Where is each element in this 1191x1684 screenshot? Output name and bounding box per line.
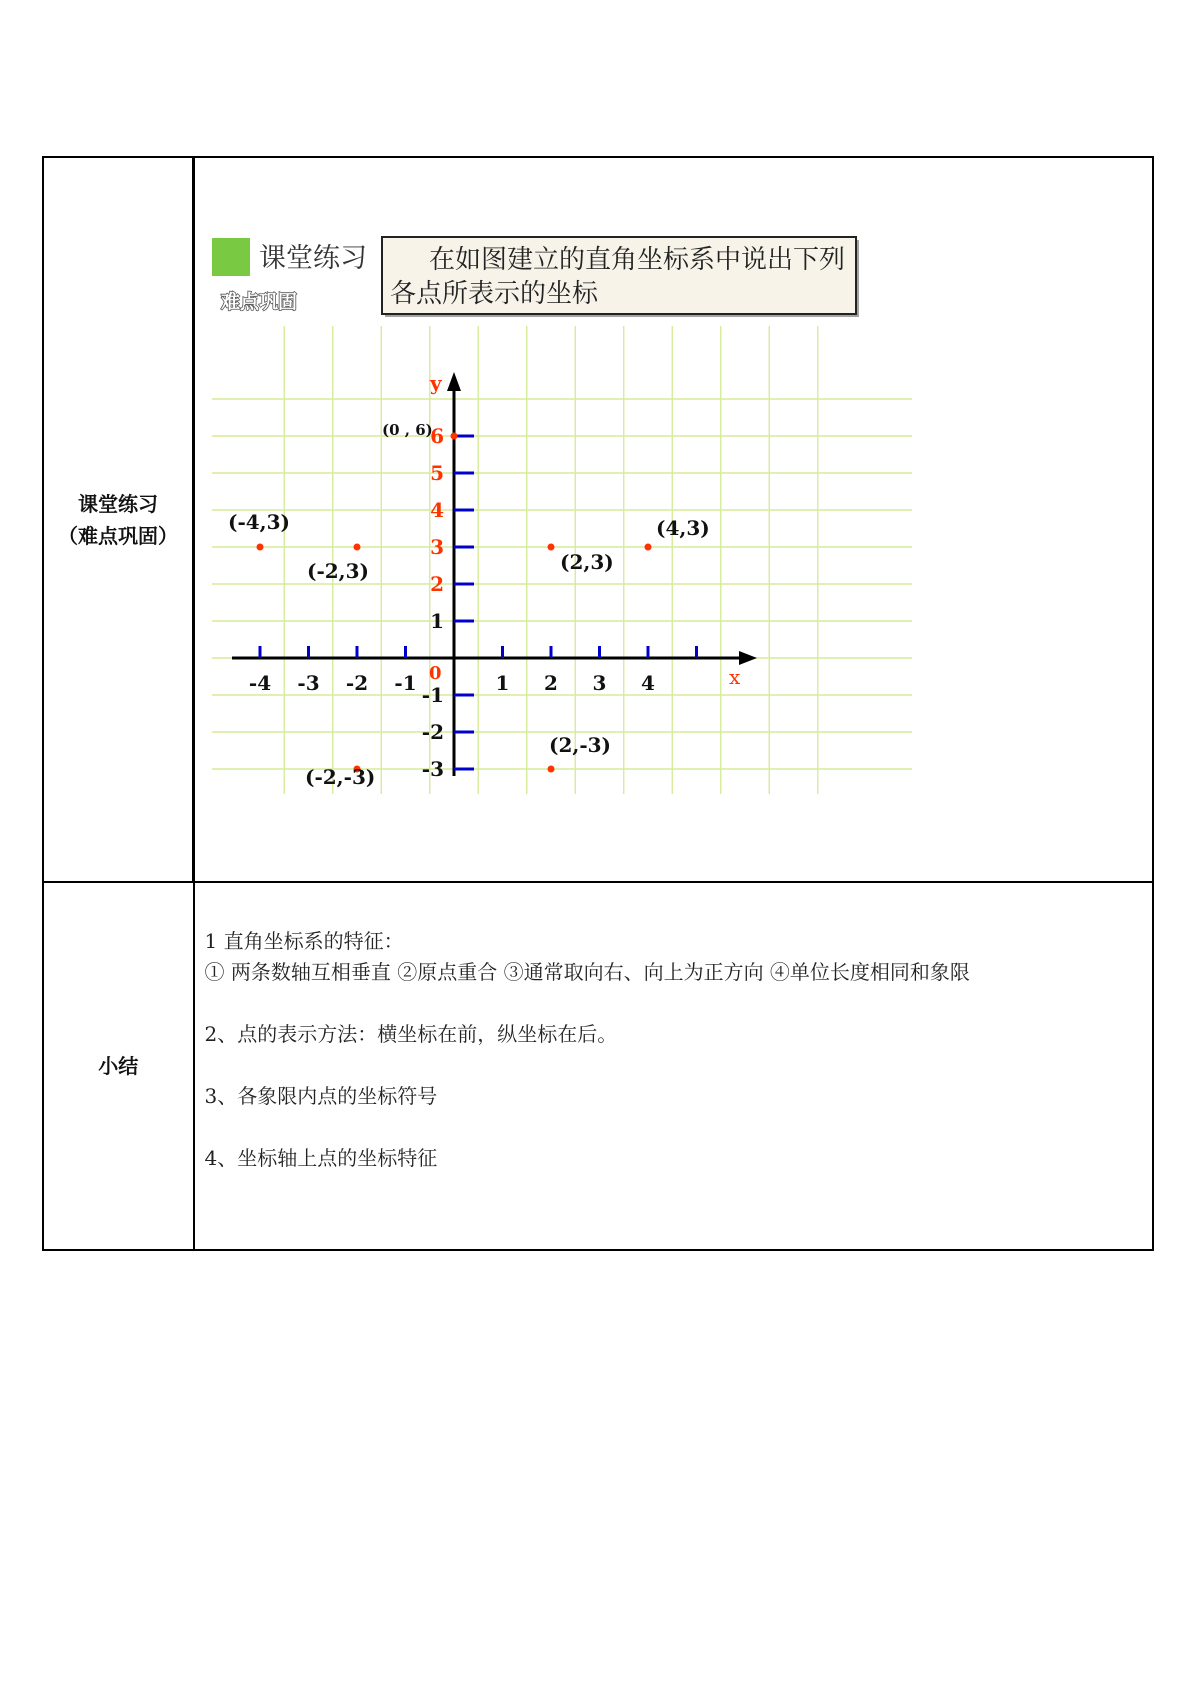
summary-line-2: ① 两条数轴互相垂直 ②原点重合 ③通常取向右、向上为正方向 ④单位长度相同和象限: [204, 960, 970, 984]
ticks: [249, 424, 697, 781]
prompt-line2: 各点所表示的坐标: [390, 279, 599, 309]
summary-line-3: 2、点的表示方法：横坐标在前，纵坐标在后。: [204, 1022, 618, 1046]
x-tick-label: -1: [394, 671, 417, 695]
x-tick-label: -3: [297, 671, 320, 695]
summary-cell: [194, 882, 1154, 1250]
prompt-box: [382, 237, 859, 317]
y-axis-label: y: [430, 371, 442, 395]
x-axis-label: x: [729, 665, 741, 689]
summary-label: 小结: [98, 1054, 139, 1078]
figure-subheader: 难点巩固: [221, 291, 298, 313]
y-tick-label: 4: [430, 498, 444, 522]
summary-row: [43, 882, 1153, 1250]
point-label: (0 , 6): [382, 421, 433, 439]
y-tick-label: 2: [430, 572, 444, 596]
practice-figure-cell: [194, 157, 1154, 882]
origin-label: 0: [429, 663, 442, 684]
y-tick-label: -1: [421, 683, 444, 707]
point-label: (-2,-3): [305, 765, 376, 789]
y-tick-label: 1: [430, 609, 444, 633]
y-tick-label: 6: [430, 424, 444, 448]
header-square-icon: [212, 238, 250, 276]
practice-label: 课堂练习: [78, 491, 158, 516]
x-axis-arrow-icon: [739, 651, 757, 665]
point-label: (2,3): [560, 550, 614, 574]
points: [228, 421, 710, 789]
data-point: [645, 544, 652, 551]
y-tick-label: -2: [421, 720, 444, 744]
summary-line-4: 3、各象限内点的坐标符号: [204, 1084, 438, 1108]
x-tick-label: 3: [592, 671, 607, 695]
x-tick-label: 4: [641, 671, 655, 695]
y-tick-label: -3: [421, 757, 444, 781]
summary-label-cell: [43, 882, 194, 1250]
y-tick-label: 5: [430, 461, 444, 485]
point-label: (-2,3): [307, 559, 370, 583]
point-label: (2,-3): [549, 733, 612, 757]
prompt-line1: 在如图建立的直角坐标系中说出下列: [429, 245, 846, 275]
y-tick-label: 3: [430, 535, 444, 559]
data-point: [548, 544, 555, 551]
x-tick-label: -4: [248, 671, 272, 695]
lesson-table: [42, 156, 1154, 1251]
data-point: [451, 433, 458, 440]
x-tick-label: 2: [544, 671, 558, 695]
y-axis-arrow-icon: [447, 372, 461, 391]
practice-sublabel: （难点巩固）: [58, 523, 178, 548]
figure-header: 课堂练习: [259, 243, 367, 274]
practice-row: [43, 157, 1153, 882]
data-point: [354, 544, 361, 551]
data-point: [548, 766, 555, 773]
point-label: (-4,3): [228, 510, 291, 534]
coordinate-figure: [207, 236, 927, 796]
data-point: [257, 544, 264, 551]
point-label: (4,3): [656, 516, 710, 540]
practice-label-cell: [43, 157, 194, 882]
x-tick-label: 1: [495, 671, 510, 695]
x-tick-label: -2: [345, 671, 369, 695]
summary-line-1: 1 直角坐标系的特征：: [204, 929, 404, 953]
summary-line-5: 4、坐标轴上点的坐标特征: [204, 1146, 438, 1170]
